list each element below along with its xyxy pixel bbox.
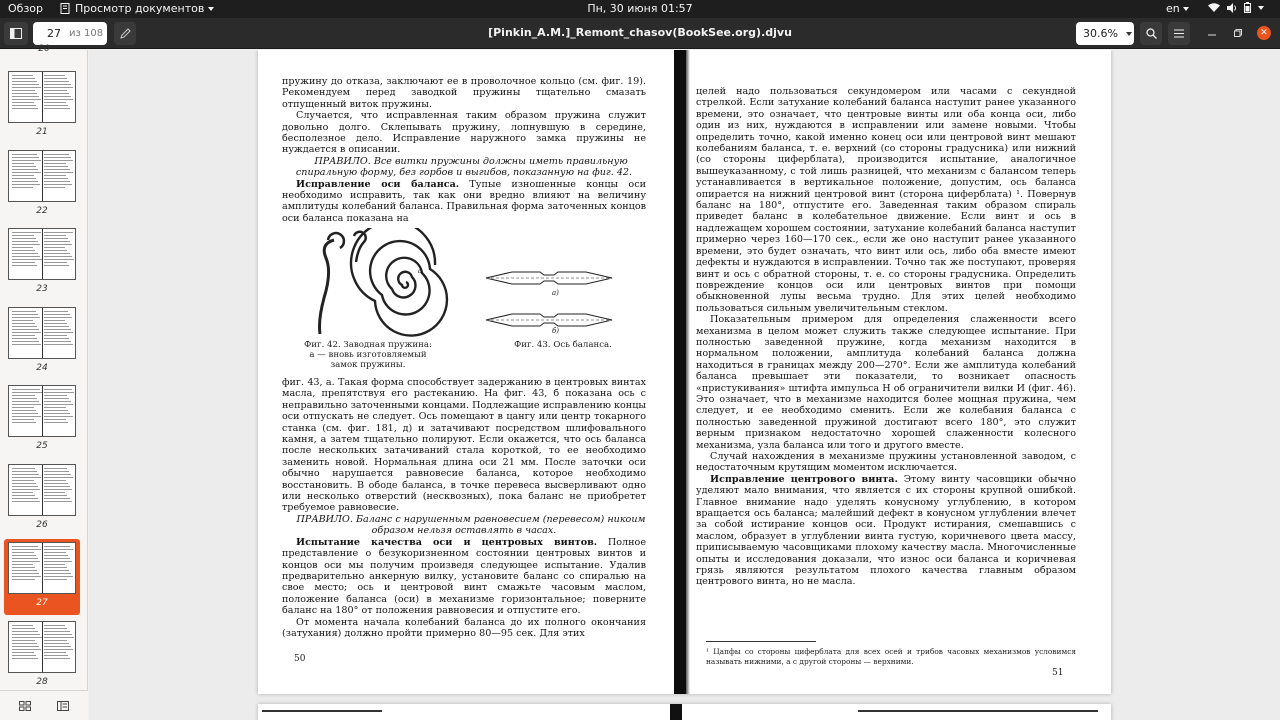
volume-icon xyxy=(1227,3,1237,13)
app-name: Просмотр документов xyxy=(75,2,205,15)
paragraph: Случай нахождения в механизме пружины установленной заводом, с недостаточным крутящим моментом исключается. xyxy=(696,451,1076,474)
scan-gutter xyxy=(674,50,686,694)
thumbnail-image xyxy=(8,228,76,280)
figure-42-spring xyxy=(306,228,456,340)
zoom-select[interactable] xyxy=(1076,22,1134,45)
figure-label: а) xyxy=(552,289,559,297)
minimize-button[interactable] xyxy=(1205,26,1219,40)
figure-label: а xyxy=(418,267,423,275)
page-thumbnail[interactable] xyxy=(4,304,80,380)
paragraph: фиг. 43, а. Такая форма способствует задержанию в центровых винтах масла, препятствуя его растеканию. На фиг. 43, б показана ось с неправильно заточенными концами. Подлежащие исправлению концы оси отпускать не следует. Ось помещают в цангу или центр токарного станка (см. фиг. 181, д) и затачивают посредством шлифовального камня, а затем тщательно полируют. Если окажется, что ось баланса после нескольких затачиваний стала короткой, то ее необходимо заменить новой. Нормальная длина оси 21 мм. После заточки оси обычно нарушается равновесие баланса, которое необходимо восстановить. В ободе баланса, в точке перевеса высверливают одно или несколько отверстий (несквозных), пока баланс не приобретет требуемое равновесие. xyxy=(282,377,646,514)
page-number-left: 50 xyxy=(294,654,306,664)
app-menu[interactable] xyxy=(60,2,214,15)
page-thumbnail[interactable] xyxy=(4,618,80,694)
language-label: en xyxy=(1166,2,1180,15)
figure-label: б) xyxy=(552,327,560,335)
thumbnail-image xyxy=(8,621,76,673)
left-column-top xyxy=(282,76,646,224)
input-language-menu[interactable] xyxy=(1166,2,1189,15)
scan-gutter xyxy=(670,704,682,720)
hamburger-icon xyxy=(1174,29,1184,38)
rule-paragraph: ПРАВИЛО. Баланс с нарушенным равновесием (перевесом) никоим образом нельзя оставлять в часах. xyxy=(296,513,646,537)
wifi-icon xyxy=(1208,3,1220,13)
header-bar xyxy=(0,18,1280,49)
main-menu-button[interactable] xyxy=(1168,22,1190,45)
scan-mark xyxy=(262,710,382,712)
paragraph: Этому винту часовщики обычно уделяют мало внимания, что является с их стороны крупной ошибкой. Главное внимание надо уделять конусному углублению, в котором вращается ось баланса; малейший дефект в конусном углублении влечет за собой истирание концов оси. Продукт истирания, смешавшись с маслом, образует в углублении винта густую, коричневого цвета массу, приписываемую часовщиками плохому качеству масла. Многочисленные опыты и исследования доказали, что износ оси баланса и коричневая грязь являются результатом плохого качества главным образом центрового винта, но не масла. xyxy=(696,473,1076,588)
caption-line: а — вновь изготовляемый замок пружины. xyxy=(309,350,427,370)
battery-icon xyxy=(1244,2,1251,13)
clock[interactable]: Пн, 30 июня 01:57 xyxy=(587,2,693,15)
close-button[interactable] xyxy=(1257,26,1271,40)
system-tray[interactable] xyxy=(1208,2,1264,13)
caption-line: Фиг. 42. Заводная пружина: xyxy=(304,340,432,350)
outline-view-button[interactable] xyxy=(52,697,74,715)
thumbnail-image xyxy=(8,464,76,516)
system-top-bar xyxy=(0,0,1280,18)
figure-43-axis xyxy=(484,266,614,336)
thumbnail-label: 26 xyxy=(36,519,48,530)
page-number-right: 51 xyxy=(1052,668,1064,678)
thumbnail-image xyxy=(8,150,76,202)
thumbnail-image xyxy=(8,307,76,359)
left-column-bottom xyxy=(282,377,646,639)
document-view[interactable] xyxy=(89,50,1280,720)
paragraph: пружину до отказа, заключают ее в проволочное кольцо (см. фиг. 19). Рекомендуем перед заводкой пружины тщательно смазать отпущенный виток пружины. xyxy=(282,76,646,110)
sidebar-icon xyxy=(10,28,22,39)
chevron-down-icon xyxy=(208,7,214,11)
activities-button[interactable]: Обзор xyxy=(8,2,44,15)
paragraph: Случается, что исправленная таким образом пружина служит довольно долго. Склепывать пружину, лопнувшую в середине, бесполезное дело. Исправление наружного замка пружины не нуждается в описании. xyxy=(282,110,646,156)
paragraph: От момента начала колебаний баланса до их полного окончания (затухания) должно пройти примерно 80—95 сек. Для этих xyxy=(282,616,646,639)
thumbnail-image xyxy=(8,385,76,437)
thumbnail-label: 23 xyxy=(36,284,48,294)
paragraph: Показательным примером для определения слаженности всего механизма в целом может служить также следующее испытание. При полностью заведенной пружине, когда механизм находится в нормальном положении, амплитуда колебаний баланса должна находиться в границах между 200—270°. Если же амплитуда колебаний баланса превышает эти показатели, то возникает опасность «пристукивания» штифта импульса Н об ограничители вилки И (фиг. 46). Это означает, что в механизме находится более мощная пружина, чем следует, и ее необходимо сменить. Если же колебания баланса с полностью заведенной пружиной достигают всего 180°, это служит верным признаком недостаточно хорошей слаженности колесного механизма, узла баланса или того и другого вместе. xyxy=(696,314,1076,451)
restore-button[interactable] xyxy=(1231,26,1245,40)
minimize-icon xyxy=(1208,29,1216,37)
search-button[interactable] xyxy=(1140,22,1162,45)
zoom-value: 30.6% xyxy=(1083,27,1118,40)
page-thumbnail[interactable] xyxy=(4,461,80,537)
thumbnail-label: 24 xyxy=(36,362,48,373)
paragraph: Тупые изношенные концы оси необходимо исправить, так как они вредно влияют на величину амплитуды колебаний баланса. Правильная форма заточенных концов оси баланса показана на xyxy=(282,178,646,224)
page-count-label: из 108 xyxy=(65,22,107,45)
thumbnails-view-button[interactable] xyxy=(14,697,36,715)
page-thumbnail[interactable] xyxy=(4,225,80,301)
paragraph: Полное представление о безукоризненном состоянии центровых винтов и концов оси мы получим произведя следующее испытание. Удалив предварительно анкерную вилку, установите баланс со спиралью на свое место; ось и центровой винт смажьте часовым маслом, положение баланса (оси) в механизме горизонтальное; поверните баланс на 180° от положения равновесия и отпустите его. xyxy=(282,536,646,617)
annotate-button[interactable] xyxy=(114,22,136,45)
document-viewer-icon xyxy=(60,3,71,14)
thumbnail-sidebar[interactable] xyxy=(0,44,88,720)
sidebar-footer xyxy=(0,690,88,720)
right-column xyxy=(696,86,1076,588)
section-heading: Испытание качества оси и центровых винтов. xyxy=(296,536,598,548)
chevron-down-icon xyxy=(1126,32,1132,36)
next-document-page xyxy=(258,704,1111,720)
chevron-down-icon xyxy=(1183,7,1189,11)
rule-paragraph: ПРАВИЛО. Все витки пружины должны иметь правильную спиральную форму, без горбов и выгибов, показанную на фиг. 42. xyxy=(295,155,633,179)
chevron-down-icon xyxy=(1258,6,1264,10)
page-number-input[interactable] xyxy=(33,22,65,45)
figure-43-caption: Фиг. 43. Ось баланса. xyxy=(514,340,612,350)
grid-icon xyxy=(19,701,31,711)
thumbnail-image xyxy=(8,71,76,123)
thumbnail-label: 21 xyxy=(36,127,48,137)
thumbnail-label: 25 xyxy=(36,441,48,451)
sidebar-toggle-button[interactable] xyxy=(4,22,28,45)
section-heading: Исправление центрового винта. xyxy=(710,473,898,485)
paragraph: целей надо пользоваться секундомером или часами с секундной стрелкой. Если затухание колебаний баланса наступит ранее указанного времени, это означает, что центровые винты или оба конца оси, либо один из них, нуждаются в исправлении или замене новыми. Чтобы определить точно, какой именно конец оси или центровой винт мешают колебаниям баланса, т. е. верхний (со стороны градусника) или нижний (со стороны циферблата), производится испытание, аналогичное вышеуказанному, с той лишь разницей, что механизм с балансом теперь устанавливается в вертикальное положение, допустим, ось баланса опирается на нижний центровой винт (сторона циферблата) ¹. Повернув баланс на 180°, отпустите его. Заведенная таким образом спираль приведет баланс в колебательное движение. Если винт и ось в надлежащем хорошем состоянии, затухание колебаний баланса наступит примерно через 160—170 сек., если же оно наступит ранее указанного времени, это будет означать, что винт или ось, либо оба вместе имеют дефекты и нуждаются в исправлении. Точно так же поступают, проверяя винт и ось с обратной стороны, т. е. со стороны градусника. Определить повреждение концов оси или центровых винтов при помощи обыкновенной лупы весьма трудно. Для этих целей необходимо пользоваться сильным увеличительным стеклом. xyxy=(696,86,1076,314)
scan-gutter-shadow xyxy=(686,50,690,694)
page-thumbnail[interactable] xyxy=(4,382,80,458)
thumbnail-image xyxy=(8,542,76,594)
thumbnail-label: 22 xyxy=(36,205,48,216)
page-thumbnail[interactable] xyxy=(4,68,80,144)
footnote: ¹ Цапфы со стороны циферблата для всех осей и трибов часовых механизмов условимся называть нижними, а с другой стороны — верхними. xyxy=(706,647,1076,666)
document-page xyxy=(258,50,1111,694)
pencil-icon xyxy=(120,28,131,39)
restore-icon xyxy=(1234,29,1242,37)
index-icon xyxy=(57,701,69,711)
document-title: [Pinkin_A.M.]_Remont_chasov(BookSee.org).djvu xyxy=(488,26,792,39)
thumbnail-label: 28 xyxy=(36,676,48,687)
search-icon xyxy=(1146,28,1157,39)
page-thumbnail[interactable] xyxy=(4,539,80,615)
page-thumbnail[interactable] xyxy=(4,147,80,223)
section-heading: Исправление оси баланса. xyxy=(296,178,460,190)
thumbnail-label: 20 xyxy=(38,44,50,54)
close-icon: ✕ xyxy=(1260,28,1268,38)
scan-mark xyxy=(858,710,1098,712)
figure-42-caption xyxy=(298,340,438,370)
footnote-divider xyxy=(706,641,816,642)
thumbnail-label: 27 xyxy=(36,598,48,608)
